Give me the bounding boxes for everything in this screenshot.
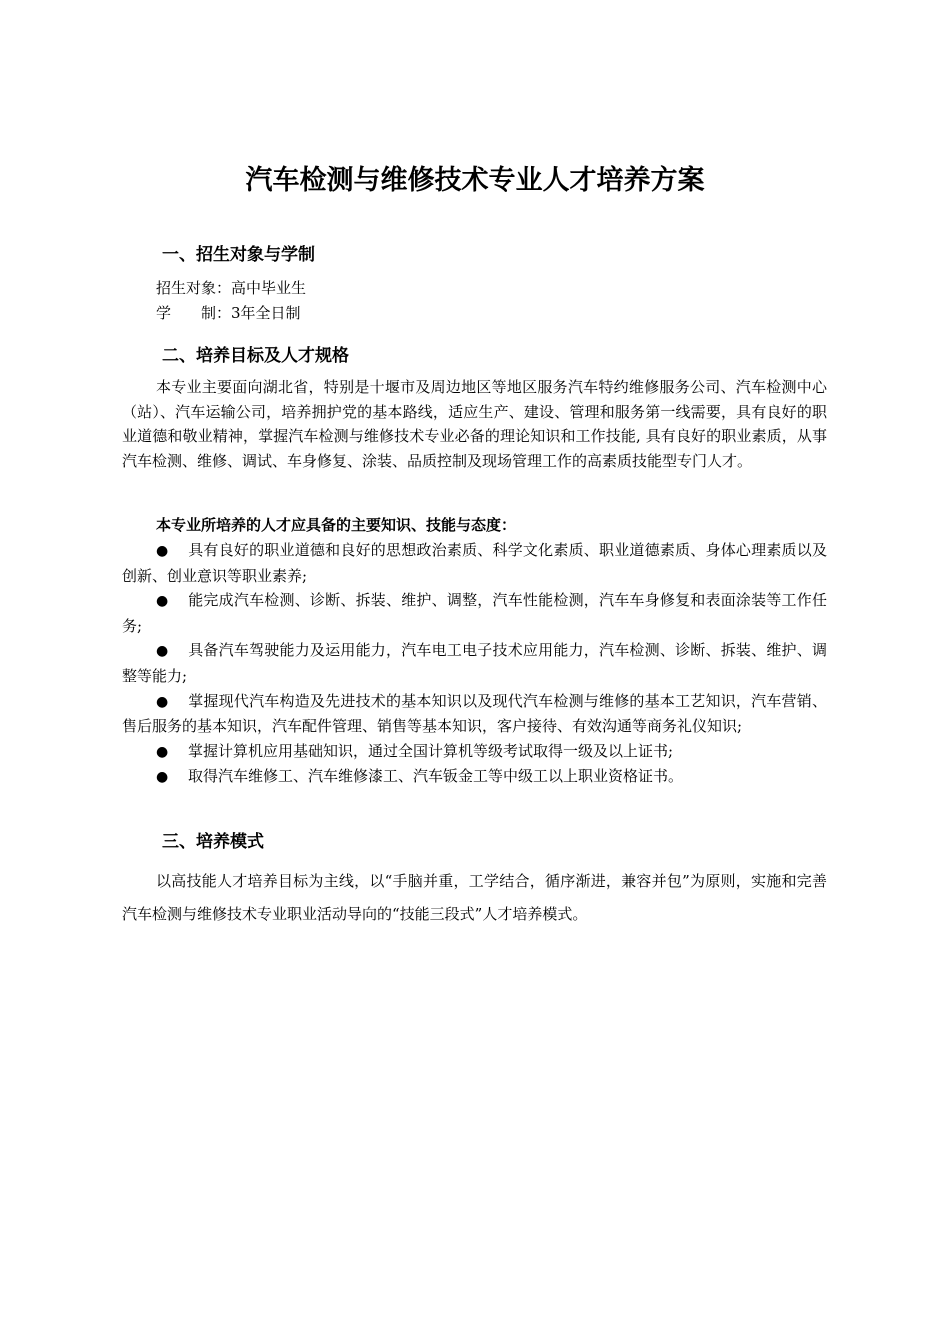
section2-paragraph: 本专业主要面向湖北省，特别是十堰市及周边地区等地区服务汽车特约维修服务公司、汽车检测中心（站）、汽车运输公司，培养拥护党的基本路线，适应生产、建设、管理和服务第一线需要，具有良好的职业道德和敬业精神，掌握汽车检测与维修技术专业必备的理论知识和工作技能, 具有良好的职业素质，从事汽车检测、维修、调试、车身修复、涂装、品质控制及现场管理工作的高素质技能型专门人才。 (122, 378, 827, 470)
bullet-icon: ● (156, 643, 169, 660)
bullet-icon: ● (156, 593, 169, 610)
section3-heading: 三、培养模式 (162, 832, 264, 852)
list-item (122, 638, 827, 688)
list-item (122, 764, 827, 790)
term-line (156, 302, 301, 323)
list-item (122, 739, 827, 765)
list-item (122, 588, 827, 638)
section1-heading: 一、招生对象与学制 (162, 245, 315, 265)
bullet-icon: ● (156, 693, 169, 710)
bullet-icon: ● (156, 543, 169, 559)
bullet-icon: ● (156, 769, 169, 786)
term-label: 学 制： (156, 304, 232, 322)
enroll-label: 招生对象： (156, 279, 232, 297)
skills-list (122, 538, 827, 790)
list-item-text: 取得汽车维修工、汽车维修漆工、汽车钣金工等中级工以上职业资格证书。 (188, 767, 684, 786)
section3-paragraph: 以高技能人才培养目标为主线，以“手脑并重，工学结合，循序渐进，兼容并包”为原则，实施和完善汽车检测与维修技术专业职业活动导向的“技能三段式”人才培养模式。 (122, 872, 827, 923)
document-title: 汽车检测与维修技术专业人才培养方案 (245, 165, 705, 196)
enroll-value: 高中毕业生 (231, 279, 307, 297)
term-value: 3年全日制 (231, 304, 301, 322)
list-item-text: 具有良好的职业道德和良好的思想政治素质、科学文化素质、职业道德素质、身体心理素质以及创新、创业意识等职业素养; (122, 541, 827, 585)
list-item (122, 538, 827, 588)
list-item-text: 掌握计算机应用基础知识，通过全国计算机等级考试取得一级及以上证书; (188, 741, 674, 760)
section2-heading: 二、培养目标及人才规格 (162, 346, 349, 366)
bullet-icon: ● (156, 743, 169, 760)
list-item-text: 具备汽车驾驶能力及运用能力，汽车电工电子技术应用能力，汽车检测、诊断、拆装、维护、调整等能力; (122, 641, 827, 685)
list-item-text: 能完成汽车检测、诊断、拆装、维护、调整，汽车性能检测，汽车车身修复和表面涂装等工作任务; (122, 591, 827, 635)
list-item-text: 掌握现代汽车构造及先进技术的基本知识以及现代汽车检测与维修的基本工艺知识，汽车营销、售后服务的基本知识，汽车配件管理、销售等基本知识，客户接待、有效沟通等商务礼仪知识; (122, 691, 827, 736)
section2-subheading: 本专业所培养的人才应具备的主要知识、技能与态度： (156, 516, 517, 534)
enroll-line (156, 277, 306, 298)
list-item (122, 689, 827, 739)
